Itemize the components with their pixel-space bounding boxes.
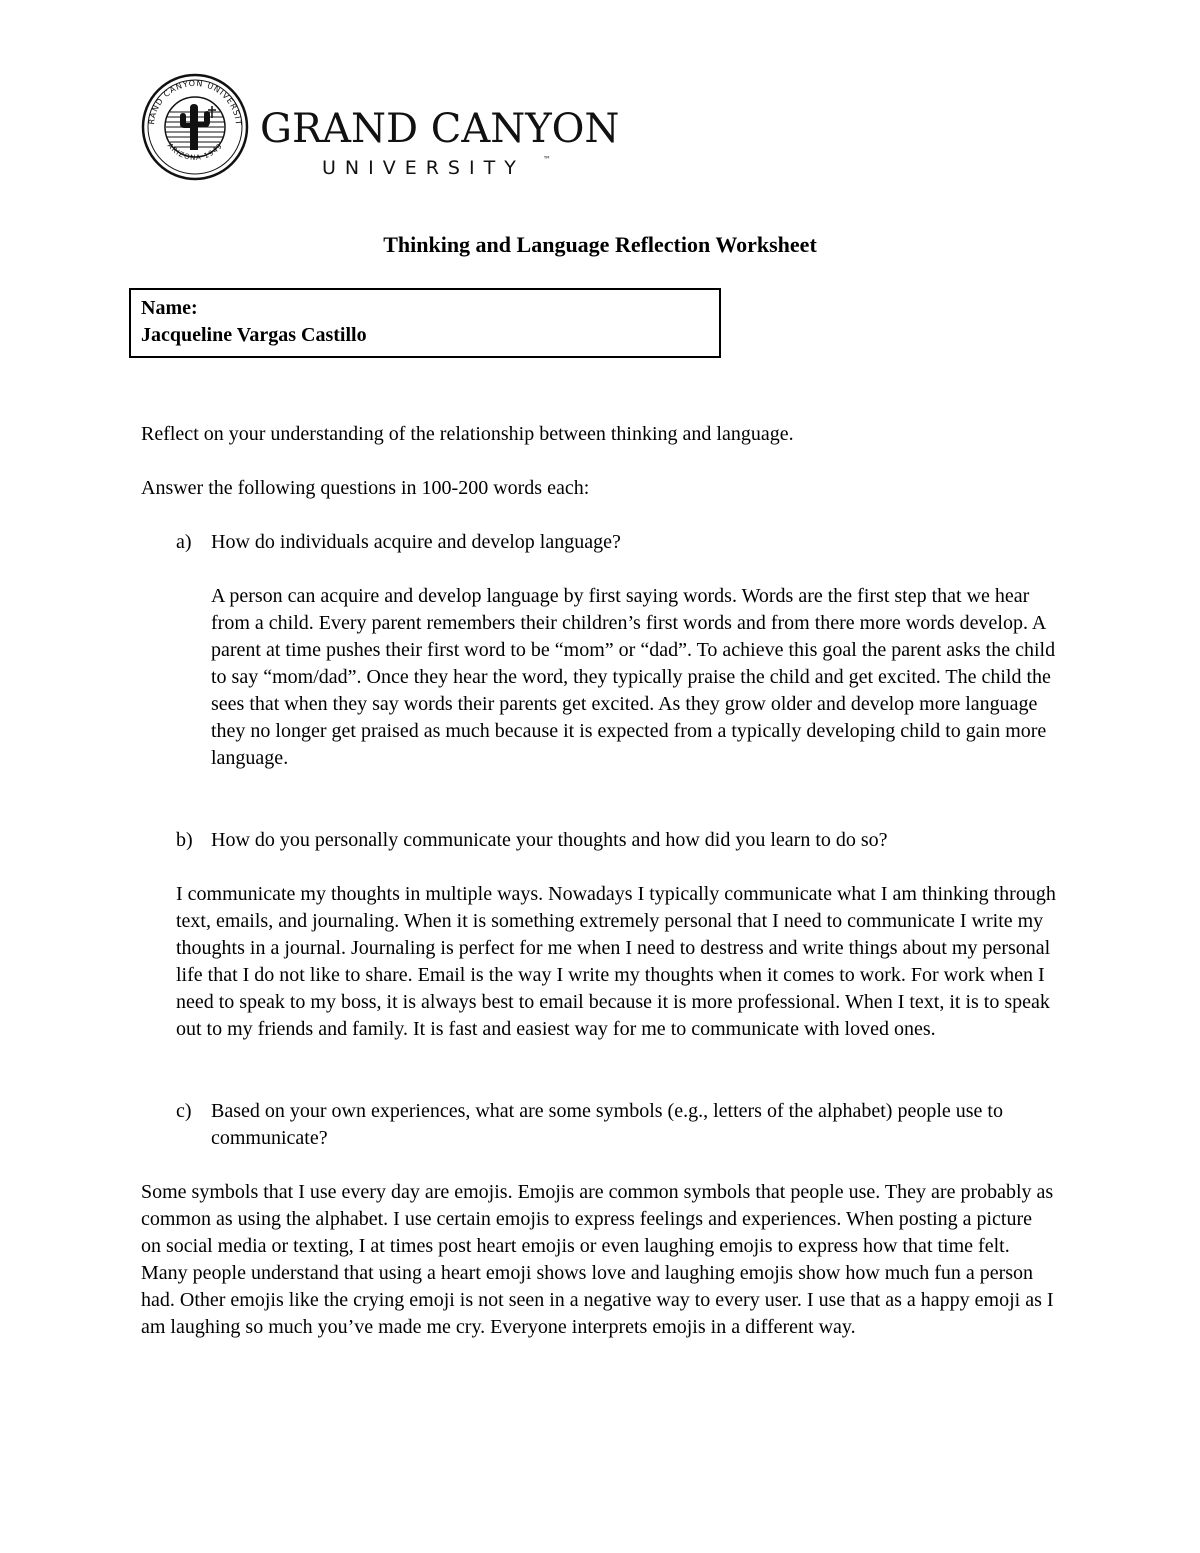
answer-b: I communicate my thoughts in multiple ways. Nowadays I typically communicate what I am thinking through text, emails, and journaling. When it is something extremely personal that I need to communicate I write my thoughts in a journal. Journaling is perfect for me when I need to destress and write things about my personal life that I do not like to share. Email is the way I write my thoughts when it comes to work. For work when I need to speak to my boss, it is always best to email because it is more professional. When I text, it is to speak out to my friends and family. It is fast and easiest way for me to communicate with loved ones.: [176, 883, 1056, 1040]
logo-wordmark-line2: UNIVERSITY: [322, 157, 525, 179]
svg-text:GRAND CANYON UNIVERSITY: RAND CANYON UNIVERSIT: [147, 78, 244, 127]
name-value: Jacqueline Vargas Castillo: [141, 324, 367, 346]
logo-trademark: ™: [543, 155, 551, 164]
instructions-text: Answer the following questions in 100-200 words each:: [141, 477, 590, 499]
question-b: [176, 827, 1056, 854]
question-a-text: How do individuals acquire and develop language?: [211, 531, 621, 553]
university-logo: [140, 72, 620, 182]
question-c: [176, 1098, 1056, 1152]
name-label: Name:: [141, 297, 198, 319]
question-b-text: How do you personally communicate your thoughts and how did you learn to do so?: [211, 829, 888, 851]
answer-c: Some symbols that I use every day are emojis. Emojis are common symbols that people use. They are probably as common as using the alphabet. I use certain emojis to express feelings and experiences. When posting a picture on social media or texting, I at times post heart emojis or even laughing emojis to express how that time felt. Many people understand that using a heart emoji shows love and laughing emojis show how much fun a person had. Other emojis like the crying emoji is not seen in a negative way to every user. I use that as a happy emoji as I am laughing so much you’ve made me cry. Everyone interprets emojis in a different way.: [141, 1181, 1054, 1338]
question-a-marker: a): [176, 531, 192, 553]
logo-wordmark-line1: GRAND CANYON: [260, 106, 620, 152]
question-c-marker: c): [176, 1100, 192, 1122]
question-a: [176, 529, 1056, 556]
svg-text:ARIZONA 1949: ARIZONA 1949: [165, 141, 225, 162]
name-box: [129, 288, 721, 358]
intro-text: Reflect on your understanding of the relationship between thinking and language.: [141, 423, 794, 445]
question-c-text: Based on your own experiences, what are some symbols (e.g., letters of the alphabet) people use to communicate?: [211, 1100, 1003, 1149]
university-seal-icon: [140, 72, 620, 182]
worksheet-title: Thinking and Language Reflection Worksheet: [383, 232, 817, 257]
answer-a: A person can acquire and develop language by first saying words. Words are the first step that we hear from a child. Every parent remembers their children’s first words and from there more words develop. A parent at time pushes their first word to be “mom” or “dad”. To achieve this goal the parent asks the child to say “mom/dad”. Once they hear the word, they typically praise the child and get excited. The child the sees that when they say words their parents get excited. As they grow older and develop more language they no longer get praised as much because it is expected from a typically developing child to gain more language.: [211, 585, 1056, 769]
question-b-marker: b): [176, 829, 193, 851]
